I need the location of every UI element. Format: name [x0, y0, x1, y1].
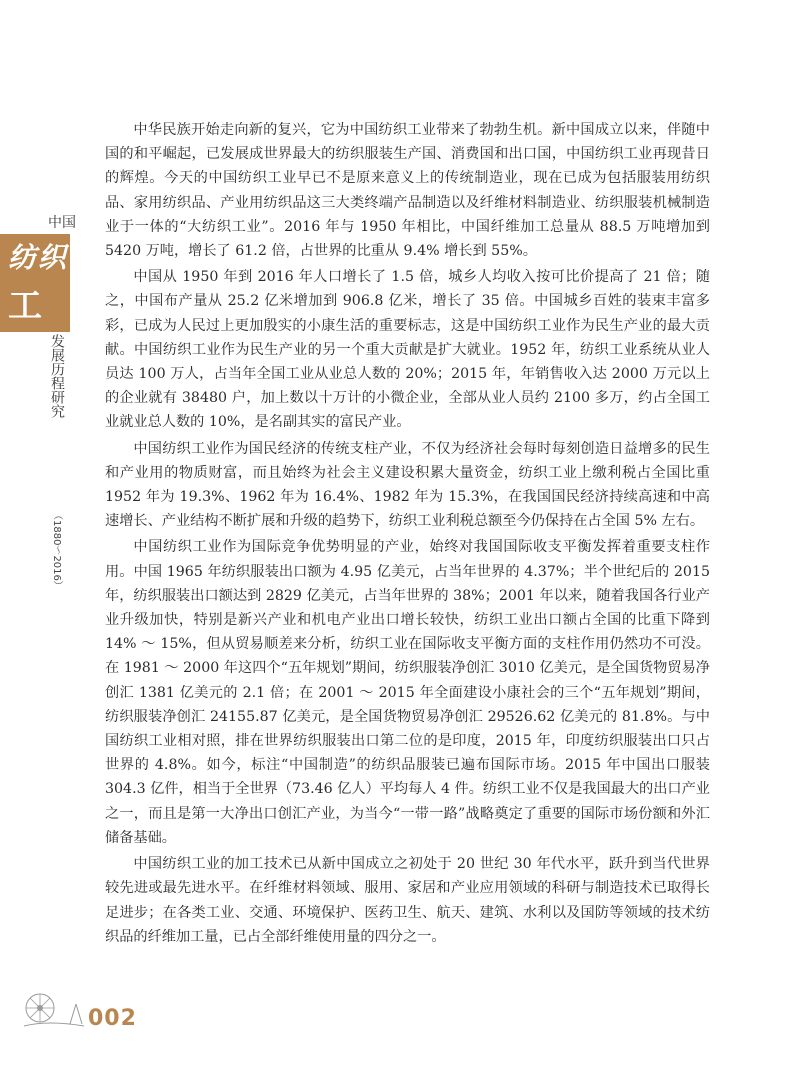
- sidebar-china: 中国: [48, 215, 76, 231]
- sidebar-subtitle: 发展历程研究: [49, 334, 65, 418]
- paragraph: 中国从 1950 年到 2016 年人口增长了 1.5 倍，城乡人均收入按可比价提高了 21 倍；随之，中国布产量从 25.2 亿米增加到 906.8 亿米，增长了 35 倍。中国城乡百姓的装束丰富多彩，已成为人民过上更加殷实的小康生活的重要标志，这是中国纺织工业作为民生产业的最大贡献。中国纺织工业作为民生产业的另一个重大贡献是扩大就业。1952 年，纺织工业系统从业人员达 100 万人，占当年全国工业从业总人数的 20%；2015 年，年销售收入达 2000 万元以上的企业就有 38480 户，加上数以十万计的小微企业，全部从业人员约 2100 多万，约占全国工业就业总人数的 10%，是名副其实的富民产业。: [105, 269, 710, 431]
- paragraph: 中国纺织工业的加工技术已从新中国成立之初处于 20 世纪 30 年代水平，跃升到当代世界较先进或最先进水平。在纤维材料领域、服用、家居和产业应用领域的科研与制造技术已取得长足进步；在各类工业、交通、环境保护、医药卫生、航天、建筑、水利以及国防等领域的技术纺织品的纤维加工量，已占全部纤维使用量的四分之一。: [105, 856, 710, 945]
- spinning-wheel-ornament-icon: [18, 990, 88, 1030]
- sidebar-years: （1880～2016）: [51, 510, 62, 591]
- sidebar-fangzhi: 纺织: [8, 241, 69, 274]
- paragraph: 中华民族开始走向新的复兴，它为中国纺织工业带来了勃勃生机。新中国成立以来，伴随中国的和平崛起，已发展成世界最大的纺织服装生产国、消费国和出口国，中国纺织工业再现昔日的辉煌。今天的中国纺织工业早已不是原来意义上的传统制造业，现在已成为包括服装用纺织品、家用纺织品、产业用纺织品这三大类终端产品制造以及纤维材料制造业、纺织服装机械制造业于一体的“大纺织工业”。2016 年与 1950 年相比，中国纤维加工总量从 88.5 万吨增加到 5420 万吨，增长了 61.2 倍，占世界的比重从 9.4% 增长到 55%。: [105, 122, 710, 260]
- page-number: 002: [88, 1006, 137, 1031]
- paragraph: 中国纺织工业作为国民经济的传统支柱产业，不仅为经济社会每时每刻创造日益增多的民生和产业用的物质财富，而且始终为社会主义建设积累大量资金，纺织工业上缴利税占全国比重 1952 年为 19.3%、1962 年为 16.4%、1982 年为 15.3%，在我国国民经济持续高速和中高速增长、产业结构不断扩展和升级的趋势下，纺织工业利税总额至今仍保持在占全国 5% 左右。: [105, 440, 710, 530]
- sidebar-title-band: [0, 234, 70, 375]
- sidebar-gongye: 工业: [8, 286, 44, 375]
- body-text: [105, 118, 710, 949]
- paragraph: 中国纺织工业作为国际竞争优势明显的产业，始终对我国国际收支平衡发挥着重要支柱作用。中国 1965 年纺织服装出口额为 4.95 亿美元，占当年世界的 4.37%；半个世纪后的 2015 年，纺织服装出口额达到 2829 亿美元，占当年世界的 38%；2001 年以来，随着我国各行业产业升级加快，特别是新兴产业和机电产业出口增长较快，纺织工业出口额占全国的比重下降到 14% ～ 15%，但从贸易顺差来分析，纺织工业在国际收支平衡方面的支柱作用仍然功不可没。在 1981 ～ 2000 年这四个“五年规划”期间，纺织服装净创汇 3010 亿美元，是全国货物贸易净创汇 1381 亿美元的 2.1 倍；在 2001 ～ 2015 年全面建设小康社会的三个“五年规划”期间，纺织服装净创汇 24155.87 亿美元，是全国货物贸易净创汇 29526.62 亿美元的 81.8%。与中国纺织工业相对照，排在世界纺织服装出口第二位的是印度，2015 年，印度纺织服装出口只占世界的 4.8%。如今，标注“中国制造”的纺织品服装已遍布国际市场。2015 年中国出口服装 304.3 亿件，相当于全世界（73.46 亿人）平均每人 4 件。纺织工业不仅是我国最大的出口产业之一，而且是第一大净出口创汇产业，为当今“一带一路”战略奠定了重要的国际市场份额和外汇储备基础。: [105, 539, 710, 846]
- book-title-sidebar: [0, 210, 84, 630]
